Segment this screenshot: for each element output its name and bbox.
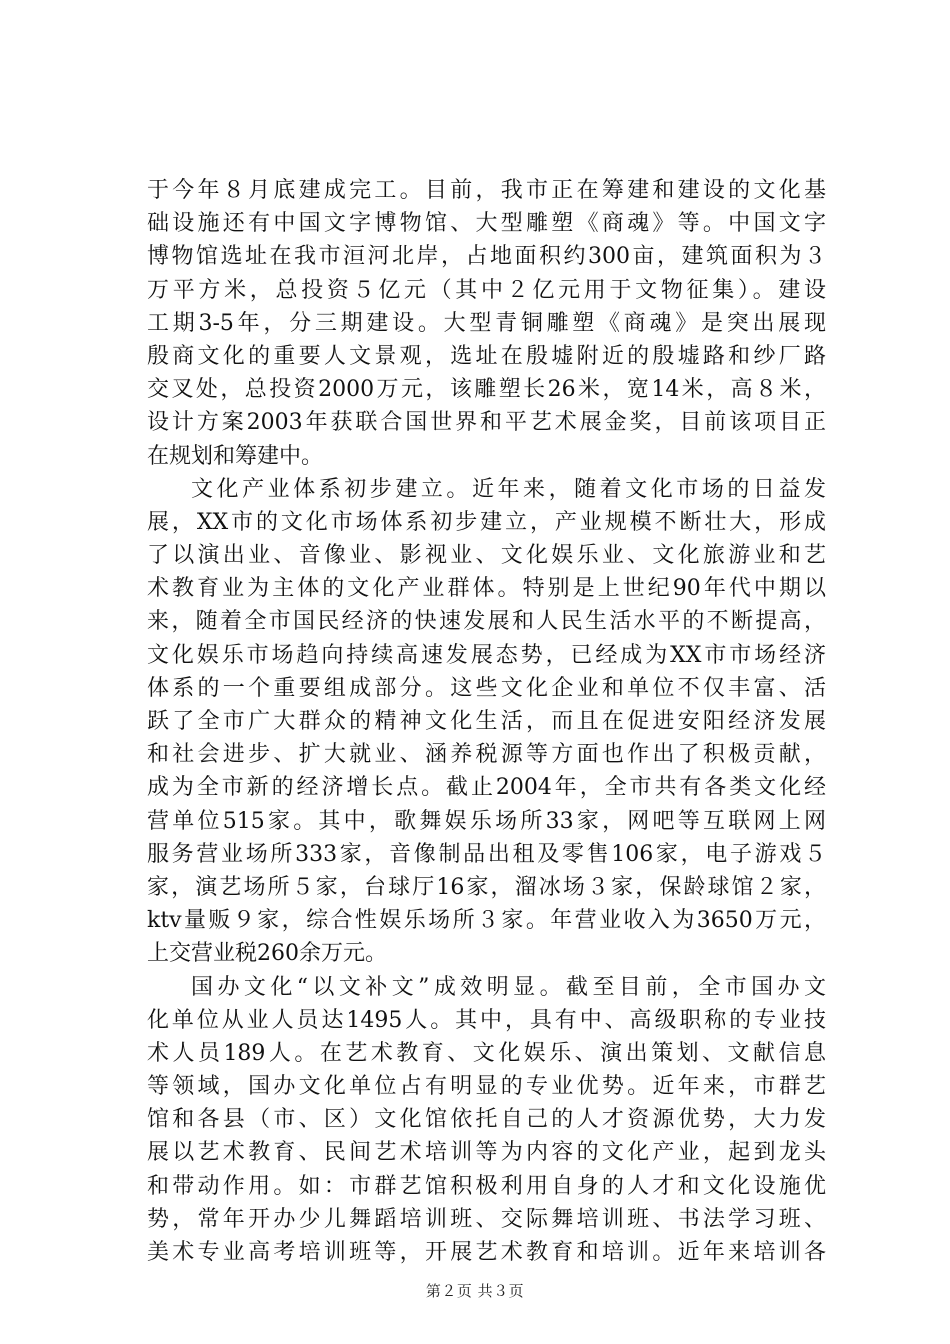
text-line: 势，常年开办少儿舞蹈培训班、交际舞培训班、书法学习班、 <box>147 1206 826 1232</box>
text-line: 等领域，国办文化单位占有明显的专业优势。近年来，市群艺 <box>147 1074 826 1100</box>
text-line: 工期3-5年，分三期建设。大型青铜雕塑《商魂》是突出展现 <box>147 310 826 336</box>
text-line: 了以演出业、音像业、影视业、文化娱乐业、文化旅游业和艺 <box>147 543 826 569</box>
text-line: 展以艺术教育、民间艺术培训等为内容的文化产业，起到龙头 <box>147 1140 826 1166</box>
text-line: 万平方米，总投资５亿元（其中２亿元用于文物征集）。建设 <box>147 277 826 303</box>
text-line: 美术专业高考培训班等，开展艺术教育和培训。近年来培训各 <box>147 1240 826 1265</box>
text-line: 来，随着全市国民经济的快速发展和人民生活水平的不断提高， <box>147 609 826 635</box>
text-line: 化单位从业人员达1495人。其中，具有中、高级职称的专业技 <box>147 1007 826 1033</box>
text-line: 术教育业为主体的文化产业群体。特别是上世纪90年代中期以 <box>147 576 826 602</box>
text-line: 交叉处，总投资2000万元，该雕塑长26米，宽14米，高８米， <box>147 377 826 403</box>
text-line: 上交营业税260余万元。 <box>147 941 387 967</box>
text-line: 家，演艺场所５家，台球厅16家，溜冰场３家，保龄球馆２家， <box>147 874 826 900</box>
text-line: 和带动作用。如：市群艺馆积极利用自身的人才和文化设施优 <box>147 1173 826 1199</box>
text-line: 体系的一个重要组成部分。这些文化企业和单位不仅丰富、活 <box>147 675 826 701</box>
text-line: 在规划和筹建中。 <box>147 443 324 469</box>
text-line: 馆和各县（市、区）文化馆依托自己的人才资源优势，大力发 <box>147 1107 826 1133</box>
text-line: 跃了全市广大群众的精神文化生活，而且在促进安阳经济发展 <box>147 709 826 734</box>
text-line: ktv量贩９家，综合性娱乐场所３家。年营业收入为3650万元， <box>147 908 826 934</box>
text-line: 服务营业场所333家，音像制品出租及零售106家，电子游戏５ <box>147 841 826 867</box>
text-line: 营单位515家。其中，歌舞娱乐场所33家，网吧等互联网上网 <box>147 808 826 834</box>
text-line: 博物馆选址在我市洹河北岸，占地面积约300亩，建筑面积为３ <box>147 244 826 270</box>
text-line: 础设施还有中国文字博物馆、大型雕塑《商魂》等。中国文字 <box>147 211 826 237</box>
paragraph-first-line: 文化产业体系初步建立。近年来，随着文化市场的日益发 <box>191 476 826 502</box>
text-line: 殷商文化的重要人文景观，选址在殷墟附近的殷墟路和纱厂路 <box>147 343 826 369</box>
text-line: 设计方案2003年获联合国世界和平艺术展金奖，目前该项目正 <box>147 410 826 436</box>
page-number-footer: 第２页 共３页 <box>425 1282 525 1300</box>
text-line: 术人员189人。在艺术教育、文化娱乐、演出策划、文献信息 <box>147 1040 826 1066</box>
text-line: 和社会进步、扩大就业、涵养税源等方面也作出了积极贡献， <box>147 742 826 768</box>
text-line: 展，XX市的文化市场体系初步建立，产业规模不断壮大，形成 <box>147 509 826 535</box>
paragraph-first-line: 国办文化“以文补文”成效明显。截至目前，全市国办文 <box>191 974 826 1000</box>
text-line: 文化娱乐市场趋向持续高速发展态势，已经成为XX市市场经济 <box>147 642 826 668</box>
text-line: 成为全市新的经济增长点。截止2004年，全市共有各类文化经 <box>147 775 826 801</box>
body-text <box>147 174 826 1269</box>
text-line: 于今年８月底建成完工。目前，我市正在筹建和建设的文化基 <box>147 178 826 203</box>
